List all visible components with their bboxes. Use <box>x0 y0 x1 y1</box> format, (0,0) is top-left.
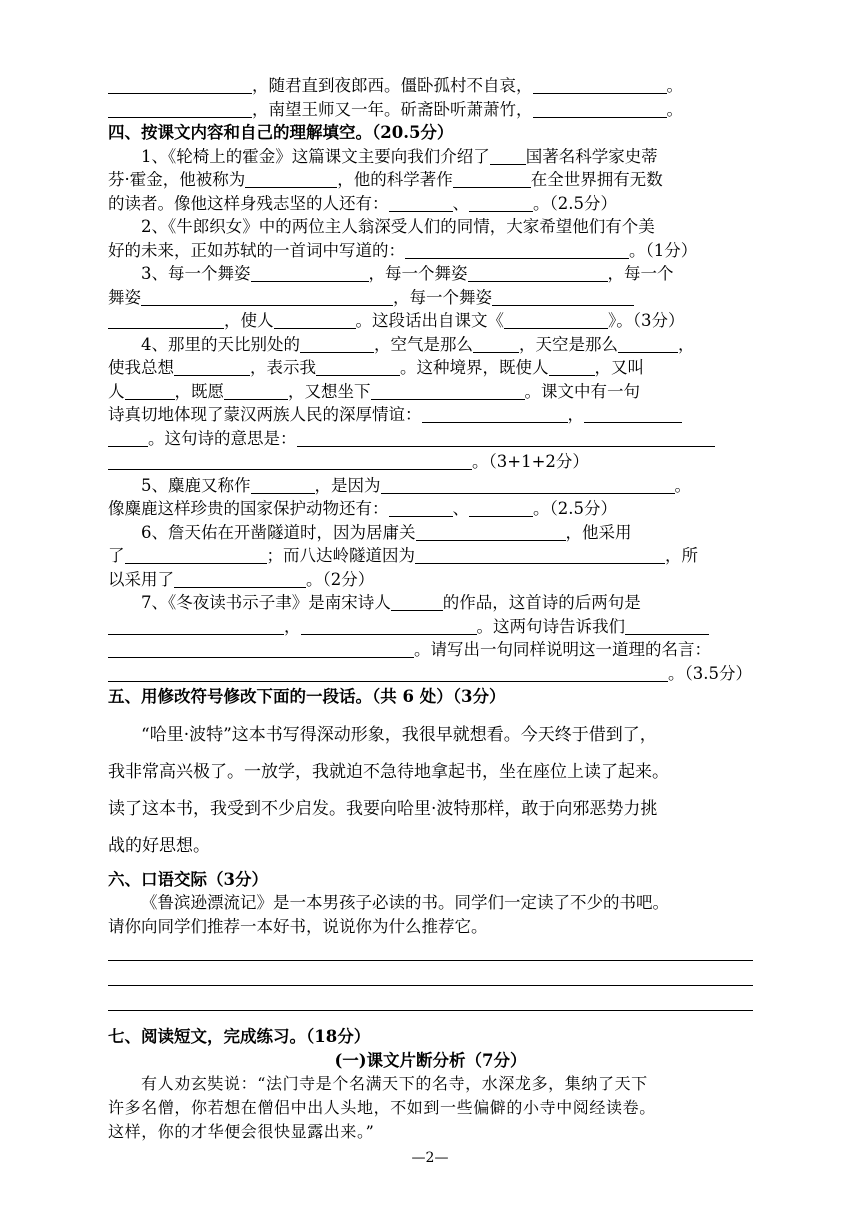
text: 以采用了 <box>108 569 174 589</box>
answer-blank[interactable] <box>108 617 284 635</box>
text: 像麋鹿这样珍贵的国家保护动物还有： <box>108 499 389 518</box>
text: 使我总想 <box>108 358 174 377</box>
q6-line-3 <box>108 568 753 592</box>
text: 的读者。像他这样身残志坚的人还有： <box>108 193 389 213</box>
answer-blank[interactable] <box>533 100 667 118</box>
answer-blank[interactable] <box>584 405 682 423</box>
answer-blank[interactable] <box>174 570 306 588</box>
answer-line[interactable] <box>108 961 753 986</box>
poem-line-2 <box>108 98 753 122</box>
text: ，他的科学著作 <box>337 170 453 189</box>
text: 。 <box>666 76 683 95</box>
text: 1、《轮椅上的霍金》这篇课文主要向我们介绍了 <box>141 146 490 166</box>
text: 舞姿 <box>108 287 141 307</box>
answer-blank[interactable] <box>108 311 224 329</box>
reading-line: 这样，你的才华便会很快显露出来。” <box>108 1122 375 1141</box>
answer-blank[interactable] <box>416 523 566 541</box>
reading-line: 许多名僧，你若想在僧侣中出人头地，不如到一些偏僻的小寺中阅经读卷。 <box>108 1098 656 1117</box>
reading-line: 有人劝玄奘说：“法门寺是个名满天下的名寺，水深龙多，集纳了天下 <box>141 1074 648 1093</box>
passage-line: 战的好思想。 <box>108 835 210 856</box>
text: 。这两句诗告诉我们 <box>476 616 625 636</box>
answer-blank[interactable] <box>453 170 531 188</box>
answer-blank[interactable] <box>504 311 608 329</box>
answer-blank[interactable] <box>381 476 675 494</box>
reading-passage <box>108 1072 753 1144</box>
text: 。（1分） <box>629 240 698 260</box>
q7-line-4 <box>108 662 753 686</box>
section-4-heading: 四、按课文内容和自己的理解填空。（20.5分） <box>108 123 454 142</box>
q7-line-3 <box>108 638 753 662</box>
q3-line-1 <box>108 262 753 286</box>
text: ，天空是那么 <box>519 334 618 354</box>
answer-blank[interactable] <box>490 147 526 165</box>
answer-blank[interactable] <box>300 335 374 353</box>
answer-blank[interactable] <box>251 476 315 494</box>
text: 国著名科学家史蒂 <box>525 146 658 166</box>
answer-blank[interactable] <box>174 358 250 376</box>
text: 了 <box>108 546 125 565</box>
q4-line-5 <box>108 427 753 451</box>
section-6-heading: 六、口语交际（3分） <box>108 869 268 889</box>
answer-blank[interactable] <box>492 288 634 306</box>
text: ，空气是那么 <box>374 334 473 354</box>
text: ，表示我 <box>250 358 316 377</box>
answer-blank[interactable] <box>108 76 252 94</box>
answer-blank[interactable] <box>391 593 443 611</box>
page-number: —2— <box>411 1150 449 1166</box>
answer-blank[interactable] <box>371 382 525 400</box>
answer-blank[interactable] <box>549 358 595 376</box>
section-5-passage <box>108 717 753 865</box>
section-5-heading: 五、用修改符号修改下面的一段话。（共 6 处）（3分） <box>108 687 506 706</box>
answer-blank[interactable] <box>468 264 608 282</box>
text: 在全世界拥有无数 <box>530 170 663 189</box>
q5-line-2 <box>108 497 753 521</box>
answer-blank[interactable] <box>125 546 267 564</box>
text: ；而八达岭隧道因为 <box>266 546 415 565</box>
text: ，又想坐下 <box>288 381 371 401</box>
answer-blank[interactable] <box>297 429 715 447</box>
section-6-line: 《鲁滨逊漂流记》是一本男孩子必读的书。同学们一定读了不少的书吧。 <box>141 893 669 912</box>
answer-line[interactable] <box>108 938 753 961</box>
text: ，使人 <box>224 311 274 330</box>
answer-blank[interactable] <box>405 241 629 259</box>
text: 。（3.5分） <box>668 663 752 683</box>
text: ，每一个 <box>607 264 674 283</box>
text: 。这句诗的意思是： <box>148 428 297 448</box>
spacer <box>108 709 753 717</box>
text: ， <box>567 405 584 424</box>
section-7-heading: 七、阅读短文，完成练习。（18分） <box>108 1027 371 1046</box>
text: 。课文中有一句 <box>524 381 640 401</box>
text: 好的未来，正如苏轼的一首词中写道的： <box>108 240 405 260</box>
answer-blank[interactable] <box>625 617 709 635</box>
answer-blank[interactable] <box>389 499 453 517</box>
text: ，南望王师又一年。斫斋卧听萧萧竹， <box>252 99 533 119</box>
answer-blank[interactable] <box>108 429 148 447</box>
answer-blank[interactable] <box>618 335 678 353</box>
spacer <box>108 1011 753 1025</box>
answer-blank[interactable] <box>108 664 668 682</box>
section-6-line: 请你向同学们推荐一本好书，说说你为什么推荐它。 <box>108 916 488 936</box>
text: 6、詹天佑在开凿隧道时，因为居庸关 <box>141 522 416 542</box>
q2-line-1: 2、《牛郎织女》中的两位主人翁深受人们的同情，大家希望他们有个美 <box>141 217 655 236</box>
text: ，既愿 <box>174 381 224 401</box>
text: ，所 <box>665 546 698 565</box>
q4-line-6 <box>108 450 753 474</box>
text: 。 <box>666 99 683 119</box>
answer-blank[interactable] <box>389 194 453 212</box>
answer-blank[interactable] <box>251 264 369 282</box>
text: 、 <box>452 193 469 213</box>
answer-blank[interactable] <box>533 76 667 94</box>
poem-line-1 <box>108 74 753 98</box>
text: 人 <box>108 381 125 401</box>
answer-blank[interactable] <box>125 382 175 400</box>
q3-line-3 <box>108 309 753 333</box>
text: 、 <box>452 499 469 518</box>
answer-blank[interactable] <box>422 405 568 423</box>
answer-blank[interactable] <box>473 335 519 353</box>
q1-line-1 <box>108 145 753 169</box>
text: 。（3+1+2分） <box>472 452 589 471</box>
q4-line-2 <box>108 356 753 380</box>
answer-blank[interactable] <box>415 546 665 564</box>
answer-blank[interactable] <box>245 170 337 188</box>
text: ，随君直到夜郎西。僵卧孤村不自哀， <box>252 76 533 95</box>
text: 。 <box>674 475 691 495</box>
answer-blank[interactable] <box>274 311 356 329</box>
text: 诗真切地体现了蒙汉两族人民的深厚情谊： <box>108 405 422 424</box>
text: ，又叫 <box>594 358 644 377</box>
passage-line: “哈里·波特”这本书写得深动形象，我很早就想看。今天终于借到了， <box>141 724 657 745</box>
text: 3、每一个舞姿 <box>141 264 251 283</box>
text: 。（2.5分） <box>533 193 617 213</box>
q5-line-1 <box>108 474 753 498</box>
answer-line[interactable] <box>108 986 753 1011</box>
answer-blank[interactable] <box>141 288 393 306</box>
answer-blank[interactable] <box>301 617 477 635</box>
text: 。（2分） <box>306 569 375 589</box>
text: ，每一个舞姿 <box>368 264 468 283</box>
text: 。请写出一句同样说明这一道理的名言： <box>414 640 711 659</box>
text: 芬·霍金，他被称为 <box>108 170 246 189</box>
passage-line: 读了这本书，我受到不少启发。我要向哈里·波特那样，敢于向邪恶势力挑 <box>108 798 658 819</box>
q1-line-3 <box>108 192 753 216</box>
text: 的作品，这首诗的后两句是 <box>442 593 641 612</box>
text: 。（2.5分） <box>533 499 617 518</box>
q4-line-1 <box>108 333 753 357</box>
text: 7、《冬夜读书示子聿》是南宋诗人 <box>141 593 391 612</box>
q6-line-1 <box>108 521 753 545</box>
q4-line-3 <box>108 380 753 404</box>
q1-line-2 <box>108 168 753 192</box>
answer-blank[interactable] <box>108 640 414 658</box>
page-content <box>108 74 753 1144</box>
text: 。这段话出自课文《 <box>355 311 504 330</box>
q2-line-2 <box>108 239 753 263</box>
q3-line-2 <box>108 286 753 310</box>
answer-blank[interactable] <box>469 194 533 212</box>
answer-blank[interactable] <box>224 382 288 400</box>
q7-line-2 <box>108 615 753 639</box>
text: 。这种境界，既使人 <box>400 358 549 377</box>
text: ，他采用 <box>565 522 632 542</box>
answer-blank[interactable] <box>469 499 533 517</box>
q4-line-4 <box>108 403 753 427</box>
passage-line: 我非常高兴极了。一放学，我就迫不急待地拿起书，坐在座位上读了起来。 <box>108 761 669 782</box>
text: ，每一个舞姿 <box>393 287 492 307</box>
q6-line-2 <box>108 544 753 568</box>
text: ， <box>678 334 695 354</box>
text: ， <box>284 616 301 636</box>
text: 》。（3分） <box>608 311 685 330</box>
text: 5、麋鹿又称作 <box>141 475 251 495</box>
answer-blank[interactable] <box>108 452 472 470</box>
text: ，是因为 <box>314 475 381 495</box>
q7-line-1 <box>108 591 753 615</box>
answer-blank[interactable] <box>316 358 400 376</box>
section-7-subheading: (一)课文片断分析（7分） <box>334 1050 527 1070</box>
answer-blank[interactable] <box>108 100 252 118</box>
text: 4、那里的天比别处的 <box>141 334 300 354</box>
